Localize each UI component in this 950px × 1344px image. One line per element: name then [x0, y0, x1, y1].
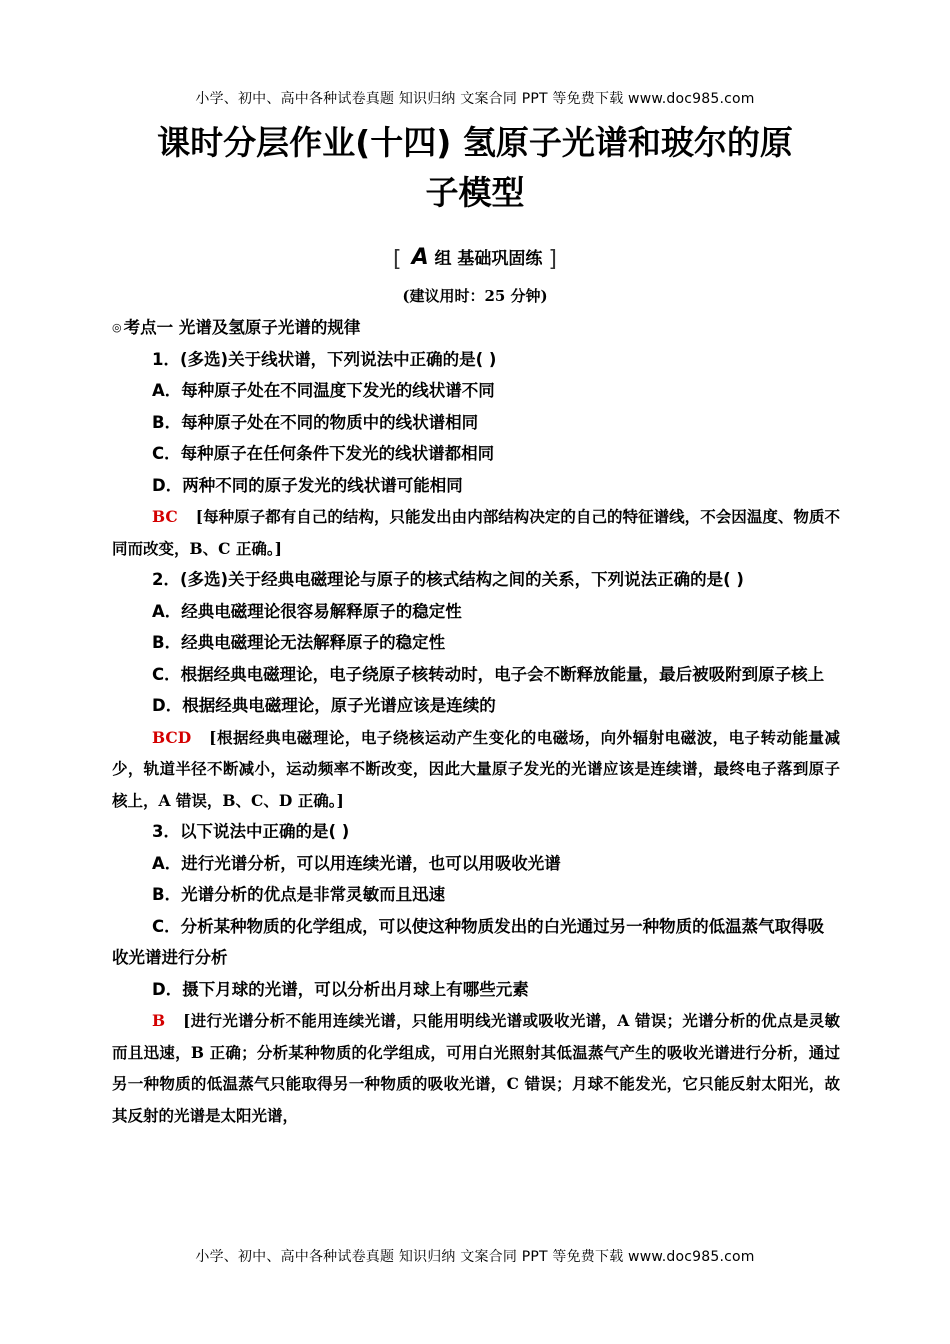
question-1-stem: 1．(多选)关于线状谱，下列说法中正确的是( ) — [152, 349, 497, 369]
question-3-option-d: D．摄下月球的光谱，可以分析出月球上有哪些元素 — [152, 979, 529, 999]
answer-explanation: [每种原子都有自己的结构，只能发出由内部结构决定的自己的特征谱线，不会因温度、物质不同而改变，B、C 正确。] — [112, 507, 840, 558]
answer-key: BC — [152, 507, 178, 526]
question-2-option-a: A．经典电磁理论很容易解释原子的稳定性 — [152, 601, 462, 621]
group-open-bracket: [ — [393, 247, 402, 272]
footer-banner: 小学、初中、高中各种试卷真题 知识归纳 文案合同 PPT 等免费下载 www.doc985.com — [195, 1249, 755, 1265]
question-3-answer — [112, 1005, 840, 1131]
group-close-bracket: ] — [548, 247, 557, 272]
question-3-option-a: A．进行光谱分析，可以用连续光谱，也可以用吸收光谱 — [152, 853, 561, 873]
question-2-option-b: B．经典电磁理论无法解释原子的稳定性 — [152, 633, 446, 652]
knowledge-point-heading — [112, 312, 840, 344]
question-1-option-a: A．每种原子处在不同温度下发光的线状谱不同 — [152, 381, 495, 400]
question-1-answer — [112, 501, 840, 564]
group-label: 组 基础巩固练 — [434, 249, 543, 269]
time-note: (建议用时：25 分钟) — [402, 287, 548, 305]
knowledge-point-title: 考点一 光谱及氢原子光谱的规律 — [123, 318, 361, 337]
answer-key: BCD — [152, 727, 192, 747]
target-icon: ◎ — [112, 321, 122, 334]
header-banner: 小学、初中、高中各种试卷真题 知识归纳 文案合同 PPT 等免费下载 www.doc985.com — [195, 91, 755, 107]
question-2-option-c: C．根据经典电磁理论，电子绕原子核转动时，电子会不断释放能量，最后被吸附到原子核上 — [152, 664, 825, 684]
question-3-option-b: B．光谱分析的优点是非常灵敏而且迅速 — [152, 885, 446, 904]
group-letter: A — [411, 245, 429, 270]
question-content — [112, 312, 840, 1131]
title-line-2: 子模型 — [425, 173, 525, 212]
page-title — [100, 118, 850, 218]
question-2-answer — [112, 722, 840, 817]
question-2-option-d: D．根据经典电磁理论，原子光谱应该是连续的 — [152, 696, 496, 715]
answer-explanation: [进行光谱分析不能用连续光谱，只能用明线光谱或吸收光谱，A 错误；光谱分析的优点是灵敏而且迅速，B 正确；分析某种物质的化学组成，可用白光照射其低温蒸气产生的吸收光谱进行分析，通过另一种物质的低温蒸气只能取得另一种物质的吸收光谱，C 错误；月球不能发光，它只能反射太阳光，故其反射的光谱是太阳光谱， — [112, 1011, 840, 1125]
question-3-option-c: C．分析某种物质的化学组成，可以使这种物质发出的白光通过另一种物质的低温蒸气取得吸收光谱进行分析 — [112, 916, 825, 967]
title-line-1: 课时分层作业(十四) 氢原子光谱和玻尔的原 — [157, 123, 793, 162]
answer-key: B — [152, 1011, 166, 1030]
question-1-option-b: B．每种原子处在不同的物质中的线状谱相同 — [152, 412, 479, 432]
group-heading — [0, 244, 950, 272]
answer-explanation: [根据经典电磁理论，电子绕核运动产生变化的电磁场，向外辐射电磁波，电子转动能量减少，轨道半径不断减小，运动频率不断改变，因此大量原子发光的光谱应该是连续谱，最终电子落到原子核上，A 错误，B、C、D 正确。] — [112, 727, 840, 810]
question-1-option-d: D．两种不同的原子发光的线状谱可能相同 — [152, 475, 463, 495]
question-3-stem: 3．以下说法中正确的是( ) — [152, 822, 350, 841]
question-1-option-c: C．每种原子在任何条件下发光的线状谱都相同 — [152, 444, 495, 463]
question-2-stem: 2．(多选)关于经典电磁理论与原子的核式结构之间的关系，下列说法正确的是( ) — [152, 570, 744, 589]
